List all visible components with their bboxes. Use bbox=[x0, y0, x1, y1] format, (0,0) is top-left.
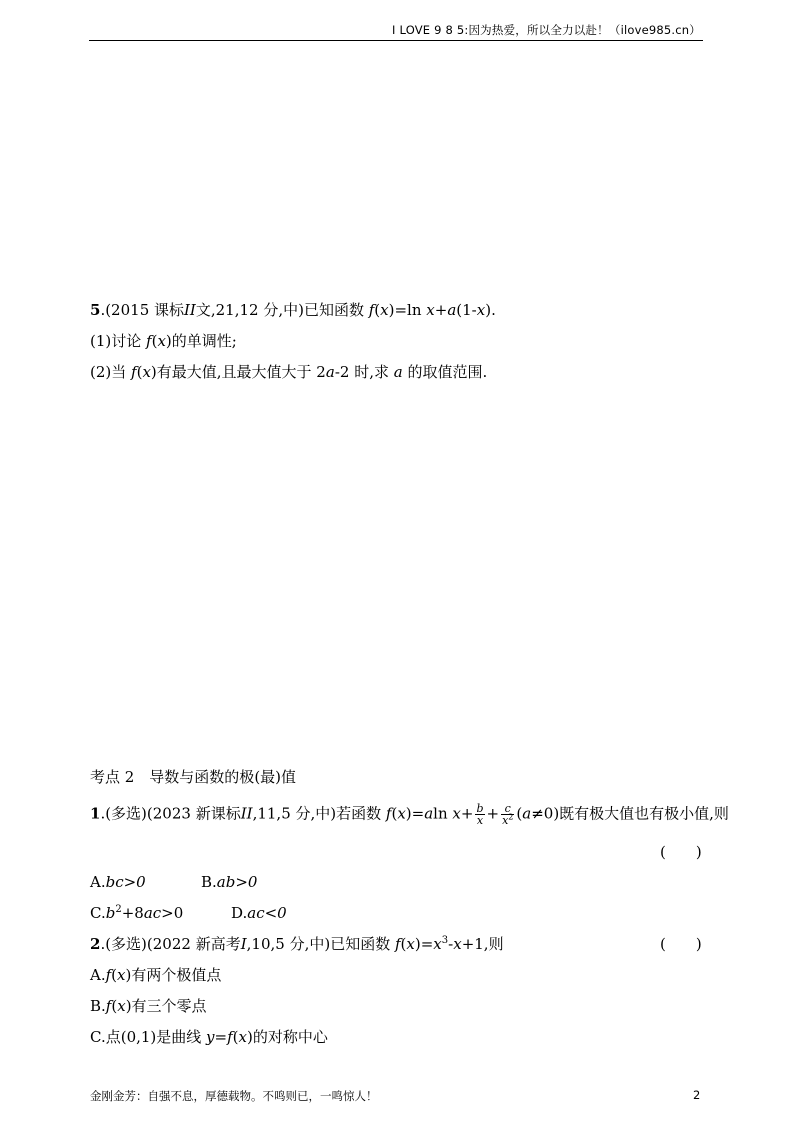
part-text: )的单调性; bbox=[165, 332, 237, 350]
math-x: x bbox=[406, 935, 415, 953]
math-text: ( bbox=[111, 997, 118, 1015]
part-text: (2)当 bbox=[90, 363, 132, 381]
part-text: 的取值范围. bbox=[402, 363, 488, 381]
option-text: )有两个极值点 bbox=[125, 966, 222, 984]
fraction-numerator: b bbox=[476, 802, 484, 815]
option-text: ac<0 bbox=[247, 904, 287, 922]
math-f: f bbox=[368, 301, 375, 319]
math-f: f bbox=[131, 363, 137, 381]
question-text: 文,21,12 分,中)已知函数 bbox=[195, 301, 369, 319]
option-label: B. bbox=[90, 997, 106, 1015]
math-y: y bbox=[206, 1028, 215, 1046]
roman-numeral: II bbox=[240, 804, 253, 823]
question-source: .(多选)(2022 新高考 bbox=[100, 935, 241, 953]
math-text: + bbox=[460, 804, 474, 823]
part-text: (1)讨论 bbox=[90, 332, 147, 350]
option-label: B. bbox=[201, 873, 217, 891]
math-f: f bbox=[105, 966, 112, 984]
math-text: + bbox=[486, 804, 500, 823]
math-x: x bbox=[142, 363, 151, 381]
question-1-option-d bbox=[231, 903, 287, 923]
math-a: a bbox=[447, 301, 457, 319]
question-text: ,11,5 分,中)若函数 bbox=[252, 804, 386, 823]
math-f: f bbox=[146, 332, 152, 350]
math-text: )= bbox=[414, 935, 434, 953]
math-a: a bbox=[424, 804, 434, 823]
math-x: x bbox=[502, 814, 509, 827]
math-x: x bbox=[238, 1028, 247, 1046]
math-x: x bbox=[117, 997, 126, 1015]
math-a: a bbox=[522, 804, 532, 823]
option-text: bc>0 bbox=[105, 873, 146, 891]
question-number: 2 bbox=[90, 935, 101, 953]
fraction-b-over-x bbox=[475, 803, 484, 826]
fraction-numerator: c bbox=[501, 803, 514, 815]
math-text: ( bbox=[136, 363, 143, 381]
option-text: ab>0 bbox=[216, 873, 258, 891]
math-text: = bbox=[214, 1028, 228, 1046]
option-text: )有三个零点 bbox=[125, 997, 207, 1015]
math-text: ln bbox=[433, 804, 453, 823]
math-text: ( bbox=[151, 332, 158, 350]
math-text: ( bbox=[111, 966, 118, 984]
option-label: A. bbox=[90, 873, 106, 891]
question-text: +1,则 bbox=[461, 935, 504, 953]
question-number: 1 bbox=[90, 804, 101, 823]
math-text: )= bbox=[405, 804, 425, 823]
page-number: 2 bbox=[693, 1088, 701, 1102]
math-text: >0 bbox=[161, 904, 184, 922]
superscript: 3 bbox=[441, 935, 449, 946]
math-ac: ac bbox=[143, 904, 162, 922]
question-2-option-a bbox=[90, 965, 221, 985]
math-f: f bbox=[385, 804, 392, 823]
part-text: -2 时,求 bbox=[334, 363, 394, 381]
question-source: .(2015 课标 bbox=[100, 301, 184, 319]
math-paren: ( bbox=[374, 301, 381, 319]
math-x: x bbox=[426, 301, 435, 319]
answer-blank: ( ) bbox=[660, 843, 702, 861]
fraction-c-over-x2 bbox=[501, 803, 514, 826]
question-5-part-2 bbox=[90, 362, 487, 382]
math-b: b bbox=[105, 904, 116, 922]
math-a: a bbox=[393, 363, 403, 381]
math-text: ). bbox=[485, 301, 496, 319]
option-label: C.点(0,1)是曲线 bbox=[90, 1028, 207, 1046]
question-5-stem bbox=[90, 300, 496, 320]
math-f: f bbox=[227, 1028, 233, 1046]
question-5-part-1 bbox=[90, 331, 237, 351]
section-heading: 考点 2 导数与函数的极(最)值 bbox=[90, 768, 297, 786]
math-text: ( bbox=[516, 804, 523, 823]
math-text: )=ln bbox=[388, 301, 427, 319]
roman-numeral: II bbox=[184, 301, 196, 319]
question-source: .(多选)(2023 新课标 bbox=[100, 804, 241, 823]
fraction-denominator: x bbox=[476, 814, 484, 827]
question-2-option-b bbox=[90, 996, 207, 1016]
math-text: ( bbox=[400, 935, 407, 953]
math-x: x bbox=[476, 301, 486, 319]
page-header: I LOVE 9 8 5:因为热爱，所以全力以赴！（ilove985.cn） bbox=[392, 23, 701, 37]
question-2-stem bbox=[90, 934, 504, 954]
header-rule bbox=[89, 40, 703, 41]
math-x: x bbox=[157, 332, 166, 350]
math-f: f bbox=[105, 997, 112, 1015]
math-x: x bbox=[397, 804, 406, 823]
math-text: ( bbox=[391, 804, 398, 823]
question-1-option-c bbox=[90, 903, 183, 923]
question-1-option-b bbox=[201, 872, 257, 892]
question-1-stem bbox=[90, 803, 729, 826]
math-x: x bbox=[452, 804, 461, 823]
math-x: x bbox=[117, 966, 126, 984]
superscript: 2 bbox=[508, 812, 514, 822]
option-label: C. bbox=[90, 904, 106, 922]
option-label: A. bbox=[90, 966, 106, 984]
superscript: 2 bbox=[115, 904, 122, 915]
math-x: x bbox=[453, 935, 462, 953]
fraction-denominator bbox=[501, 812, 514, 827]
answer-blank: ( ) bbox=[660, 935, 702, 953]
math-text: +8 bbox=[121, 904, 144, 922]
math-x: x bbox=[380, 301, 389, 319]
option-text: )的对称中心 bbox=[247, 1028, 328, 1046]
question-number: 5 bbox=[90, 301, 101, 319]
math-text: - bbox=[448, 935, 454, 953]
question-2-option-c bbox=[90, 1027, 328, 1047]
part-text: )有最大值,且最大值大于 2 bbox=[150, 363, 326, 381]
page-footer: 金刚金芳：自强不息，厚德载物。不鸣则已，一鸣惊人！ bbox=[90, 1089, 378, 1103]
roman-numeral: I bbox=[240, 935, 247, 953]
math-text: ( bbox=[232, 1028, 239, 1046]
question-text: ,10,5 分,中)已知函数 bbox=[246, 935, 395, 953]
math-text: (1- bbox=[456, 301, 477, 319]
math-f: f bbox=[394, 935, 401, 953]
math-a: a bbox=[325, 363, 335, 381]
question-1-option-a bbox=[90, 872, 146, 892]
option-label: D. bbox=[231, 904, 248, 922]
question-text: ≠0)既有极大值也有极小值,则 bbox=[531, 804, 729, 823]
math-text: + bbox=[434, 301, 448, 319]
math-x: x bbox=[433, 935, 442, 953]
